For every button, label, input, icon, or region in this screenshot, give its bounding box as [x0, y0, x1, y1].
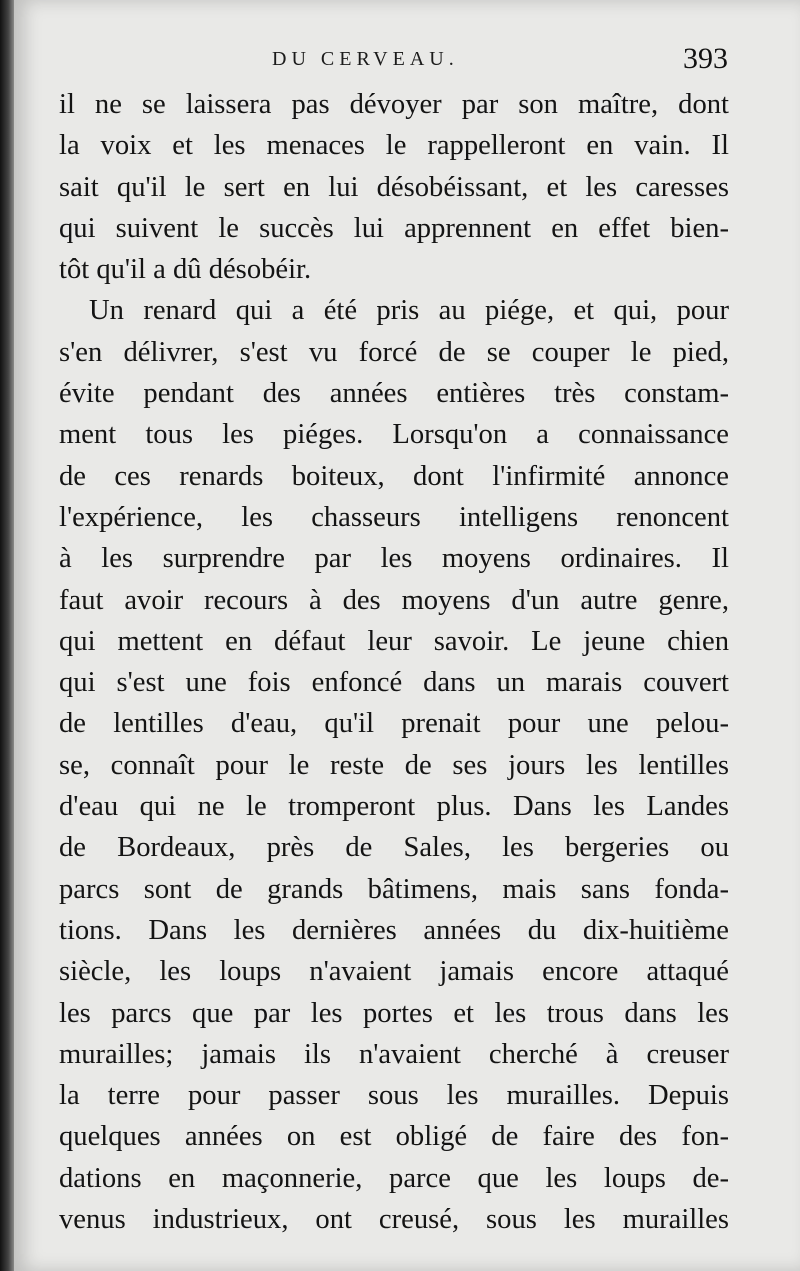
text-line: les parcs que par les portes et les trous dans les	[59, 997, 729, 1029]
text-line: sait qu'il le sert en lui désobéissant, et les caresses	[59, 171, 729, 203]
text-line: de Bordeaux, près de Sales, les bergeries ou	[59, 832, 729, 864]
text-line: évite pendant des années entières très constam-	[59, 378, 729, 410]
body-text	[59, 84, 729, 1240]
text-line: dations en maçonnerie, parce que les loups de-	[59, 1162, 729, 1194]
text-line: d'eau qui ne le tromperont plus. Dans les Landes	[59, 791, 729, 823]
text-line: il ne se laissera pas dévoyer par son maître, dont	[59, 89, 729, 120]
text-line: parcs sont de grands bâtimens, mais sans fonda-	[59, 873, 729, 905]
text-line: siècle, les loups n'avaient jamais encore attaqué	[59, 956, 729, 988]
running-head: DU CERVEAU.	[272, 48, 459, 70]
text-line: de ces renards boiteux, dont l'infirmité annonce	[59, 460, 729, 492]
text-line: ment tous les piéges. Lorsqu'on a connaissance	[59, 419, 729, 451]
text-line: la terre pour passer sous les murailles. Depuis	[59, 1080, 729, 1112]
text-line: tions. Dans les dernières années du dix-huitième	[59, 914, 729, 946]
text-line: qui s'est une fois enfoncé dans un marais couvert	[59, 667, 729, 699]
text-line: qui mettent en défaut leur savoir. Le jeune chien	[59, 625, 729, 657]
text-line: s'en délivrer, s'est vu forcé de se couper le pied,	[59, 336, 729, 368]
paragraph-first-line: Un renard qui a été pris au piége, et qui, pour	[89, 295, 729, 327]
text-line: faut avoir recours à des moyens d'un autre genre,	[59, 584, 729, 616]
text-line: venus industrieux, ont creusé, sous les murailles	[59, 1204, 729, 1236]
page-header	[14, 42, 800, 82]
page-number: 393	[683, 42, 728, 75]
text-line: murailles; jamais ils n'avaient cherché à creuser	[59, 1038, 729, 1070]
book-page	[14, 0, 800, 1271]
text-line: quelques années on est obligé de faire des fon-	[59, 1121, 729, 1153]
text-line: à les surprendre par les moyens ordinaires. Il	[59, 543, 729, 575]
text-line: qui suivent le succès lui apprennent en effet bien-	[59, 212, 729, 244]
book-gutter	[0, 0, 14, 1271]
text-line: tôt qu'il a dû désobéir.	[59, 254, 312, 286]
text-line: l'expérience, les chasseurs intelligens renoncent	[59, 501, 729, 533]
text-line: se, connaît pour le reste de ses jours les lentilles	[59, 749, 729, 781]
text-line: la voix et les menaces le rappelleront en vain. Il	[59, 130, 729, 162]
text-line: de lentilles d'eau, qu'il prenait pour une pelou-	[59, 708, 729, 740]
